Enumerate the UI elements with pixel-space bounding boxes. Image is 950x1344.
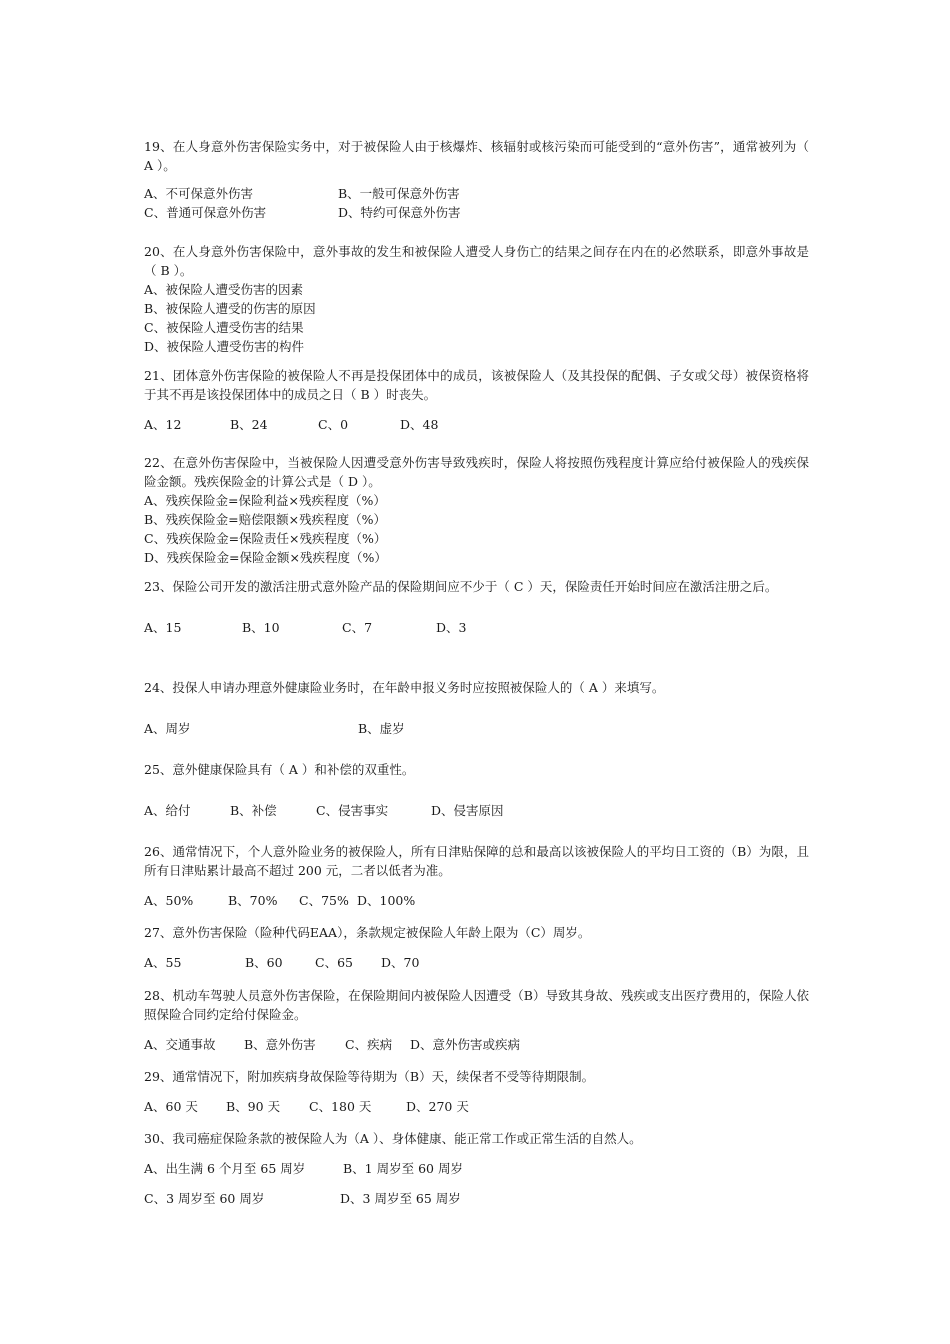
option-c: C、普通可保意外伤害 [144,205,267,220]
option-row [144,891,809,910]
question-stem: 27、意外伤害保险（险种代码EAA），条款规定被保险人年龄上限为（C）周岁。 [144,925,591,940]
question-24 [144,678,809,738]
option-row [144,1159,809,1178]
option-c: C、75% [299,893,349,908]
question-30 [144,1129,809,1208]
option-row [144,203,809,222]
option-c: C、疾病 [345,1037,393,1052]
option-b: B、补偿 [230,803,277,818]
option-row [144,618,809,637]
question-stem: 30、我司癌症保险条款的被保险人为（A ）、身体健康、能正常工作或正常生活的自然人。 [144,1131,642,1146]
question-stem: 22、在意外伤害保险中，当被保险人因遭受意外伤害导致残疾时，保险人将按照伤残程度计算应给付被保险人的残疾保险金额。残疾保险金的计算公式是（ D ）。 [144,455,809,489]
option-row [144,1035,809,1054]
option-d: D、70 [381,955,420,970]
option-b: B、70% [228,893,278,908]
option-d: D、残疾保险金=保险金额×残疾程度（%） [144,550,387,565]
option-a: A、55 [144,955,182,970]
option-b: B、10 [242,620,280,635]
question-28 [144,986,809,1054]
option-a: A、给付 [144,803,191,818]
option-c: C、3 周岁至 60 周岁 [144,1191,265,1206]
question-22 [144,453,809,567]
option-a: A、周岁 [144,721,191,736]
question-26 [144,842,809,910]
option-c: C、残疾保险金=保险责任×残疾程度（%） [144,531,387,546]
option-b: B、1 周岁至 60 周岁 [343,1161,463,1176]
option-row [144,719,809,738]
option-b: B、一般可保意外伤害 [338,186,460,201]
option-a: A、残疾保险金=保险利益×残疾程度（%） [144,493,386,508]
question-23 [144,577,809,637]
option-b: B、虚岁 [358,721,405,736]
option-c: C、被保险人遭受伤害的结果 [144,320,304,335]
question-27 [144,923,809,972]
option-a: A、50% [144,893,194,908]
option-d: D、3 [436,620,467,635]
question-stem: 23、保险公司开发的激活注册式意外险产品的保险期间应不少于（ C ）天，保险责任开始时间应在激活注册之后。 [144,579,778,594]
option-c: C、0 [318,417,349,432]
option-a: A、15 [144,620,182,635]
option-c: C、侵害事实 [316,803,389,818]
option-d: D、100% [357,893,416,908]
option-a: A、交通事故 [144,1037,216,1052]
question-21 [144,366,809,434]
option-d: D、特约可保意外伤害 [338,205,461,220]
question-25 [144,760,809,820]
option-row [144,184,809,203]
question-stem: 20、在人身意外伤害保险中，意外事故的发生和被保险人遭受人身伤亡的结果之间存在内在的必然联系，即意外事故是（ B ）。 [144,244,809,278]
option-c: C、7 [342,620,373,635]
question-29 [144,1067,809,1116]
option-d: D、被保险人遭受伤害的构件 [144,339,305,354]
option-a: A、被保险人遭受伤害的因素 [144,282,304,297]
option-d: D、侵害原因 [431,803,504,818]
option-b: B、残疾保险金=赔偿限额×残疾程度（%） [144,512,387,527]
option-a: A、12 [144,417,182,432]
option-row [144,953,809,972]
option-b: B、60 [245,955,283,970]
option-c: C、65 [315,955,353,970]
option-row [144,415,809,434]
option-b: B、90 天 [226,1099,281,1114]
option-b: B、被保险人遭受的伤害的原因 [144,301,316,316]
option-c: C、180 天 [309,1099,372,1114]
question-20 [144,242,809,356]
question-stem: 26、通常情况下，个人意外险业务的被保险人，所有日津贴保障的总和最高以该被保险人的平均日工资的（B）为限，且所有日津贴累计最高不超过 200 元，二者以低者为准。 [144,844,809,878]
question-stem: 25、意外健康保险具有（ A ）和补偿的双重性。 [144,762,415,777]
option-a: A、出生满 6 个月至 65 周岁 [144,1161,306,1176]
option-d: D、48 [400,417,439,432]
option-d: D、270 天 [406,1099,469,1114]
question-stem: 29、通常情况下，附加疾病身故保险等待期为（B）天，续保者不受等待期限制。 [144,1069,595,1084]
question-stem: 19、在人身意外伤害保险实务中，对于被保险人由于核爆炸、核辐射或核污染而可能受到的“意外伤害”，通常被列为（ A ）。 [144,139,809,173]
option-a: A、不可保意外伤害 [144,186,254,201]
question-stem: 28、机动车驾驶人员意外伤害保险，在保险期间内被保险人因遭受（B）导致其身故、残疾或支出医疗费用的，保险人依照保险合同约定给付保险金。 [144,988,809,1022]
option-b: B、24 [230,417,268,432]
option-row [144,1189,809,1208]
question-19 [144,137,809,222]
option-a: A、60 天 [144,1099,198,1114]
option-row [144,801,809,820]
option-d: D、3 周岁至 65 周岁 [340,1191,461,1206]
option-b: B、意外伤害 [244,1037,316,1052]
option-row [144,1097,809,1116]
question-stem: 24、投保人申请办理意外健康险业务时，在年龄申报义务时应按照被保险人的（ A ）来填写。 [144,680,665,695]
option-d: D、意外伤害或疾病 [410,1037,521,1052]
question-stem: 21、团体意外伤害保险的被保险人不再是投保团体中的成员，该被保险人（及其投保的配偶、子女或父母）被保资格将于其不再是该投保团体中的成员之日（ B ）时丧失。 [144,368,809,402]
